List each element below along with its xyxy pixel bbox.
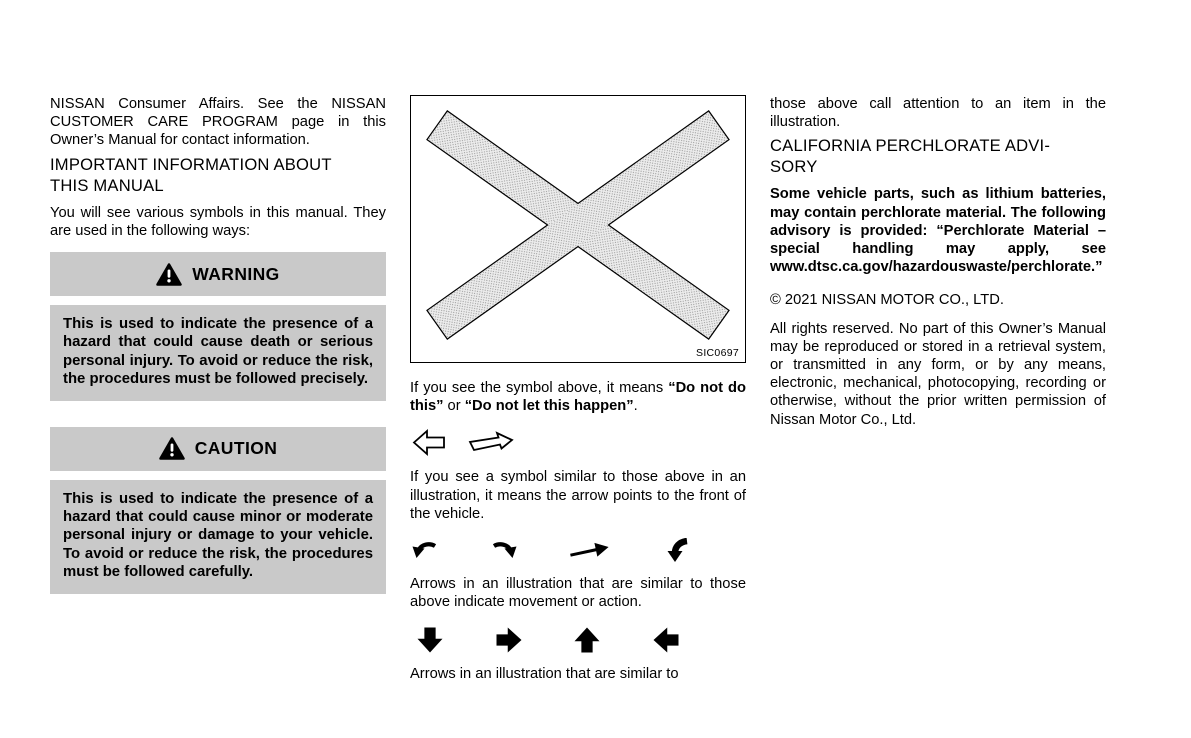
perchlorate-advisory-paragraph: Some vehicle parts, such as lithium batteries, may contain perchlorate material. The following advisory is provided: “Perchlorate Material – special handling may apply, see www.dtsc.ca.gov/hazardouswaste/perchlorate.” [770, 186, 1106, 276]
do-not-tail: . [633, 398, 638, 415]
symbols-intro-paragraph: You will see various symbols in this manual. They are used in the following ways: [50, 204, 386, 239]
right-column [770, 95, 1106, 435]
warning-header-bar [50, 252, 386, 296]
do-not-bold-1: “Do not do this” [410, 380, 746, 415]
warning-title: WARNING [192, 263, 280, 284]
attention-paragraph-end: those above call attention to an item in the illustration. [770, 96, 1106, 131]
do-not-paragraph [410, 379, 746, 415]
copyright-line: © 2021 NISSAN MOTOR CO., LTD. [770, 292, 1004, 309]
caution-body-box: This is used to indicate the presence of a hazard that could cause minor or moderate personal injury or damage to your vehicle. To avoid or reduce the risk, the procedures must be followed carefully. [50, 480, 386, 594]
important-information-heading: IMPORTANT INFORMATION ABOUT THIS MANUAL [50, 154, 332, 195]
attention-paragraph-start: Arrows in an illustration that are similar to [410, 666, 679, 683]
do-not-lead: If you see the symbol above, it means [410, 380, 669, 396]
middle-column [410, 95, 746, 690]
consumer-affairs-paragraph: NISSAN Consumer Affairs. See the NISSAN CUSTOMER CARE PROGRAM page in this Owner’s Manual for contact information. [50, 96, 386, 149]
curved-arrow-cw-icon [491, 539, 517, 563]
warning-body-box: This is used to indicate the presence of a hazard that could cause death or serious personal injury. To avoid or reduce the risk, the procedures must be followed precisely. [50, 305, 386, 401]
california-perchlorate-heading: CALIFORNIA PERCHLORATE ADVISORY [770, 136, 1050, 177]
warning-triangle-icon [156, 263, 182, 286]
curved-arrow-down-icon [664, 538, 690, 564]
solid-arrow-left-icon [651, 624, 681, 656]
straight-arrow-up-right-icon [567, 536, 613, 566]
left-column [50, 95, 386, 620]
figure-code-label: SIC0697 [696, 347, 739, 359]
curved-arrow-ccw-icon [412, 539, 438, 563]
solid-arrow-down-icon [414, 625, 446, 655]
outline-arrow-right-perspective-icon [468, 431, 514, 455]
movement-paragraph: Arrows in an illustration that are similar to those above indicate movement or action. [410, 576, 746, 611]
caution-title: CAUTION [194, 438, 278, 459]
front-direction-arrow-row [412, 429, 746, 456]
all-rights-reserved-paragraph: All rights reserved. No part of this Owner’s Manual may be reproduced or stored in a retrieval system, or transmitted in any form, or by any means, electronic, mechanical, photocopying, recording or otherwise, without the prior written permission of Nissan Motor Co., Ltd. [770, 320, 1106, 428]
outline-arrow-left-icon [412, 429, 446, 456]
do-not-mid: or [443, 398, 465, 415]
solid-arrow-right-icon [494, 624, 524, 656]
do-not-bold-2: “Do not let this happen” [464, 398, 634, 415]
caution-header-bar [50, 427, 386, 471]
prohibition-x-icon [413, 103, 743, 355]
attention-arrow-row [414, 625, 682, 655]
movement-arrow-row [412, 538, 690, 564]
prohibition-symbol-figure [410, 95, 746, 363]
solid-arrow-up-icon [571, 625, 603, 655]
front-arrows-paragraph: If you see a symbol similar to those above in an illustration, it means the arrow points to the front of the vehicle. [410, 469, 746, 522]
caution-triangle-icon [159, 437, 185, 460]
